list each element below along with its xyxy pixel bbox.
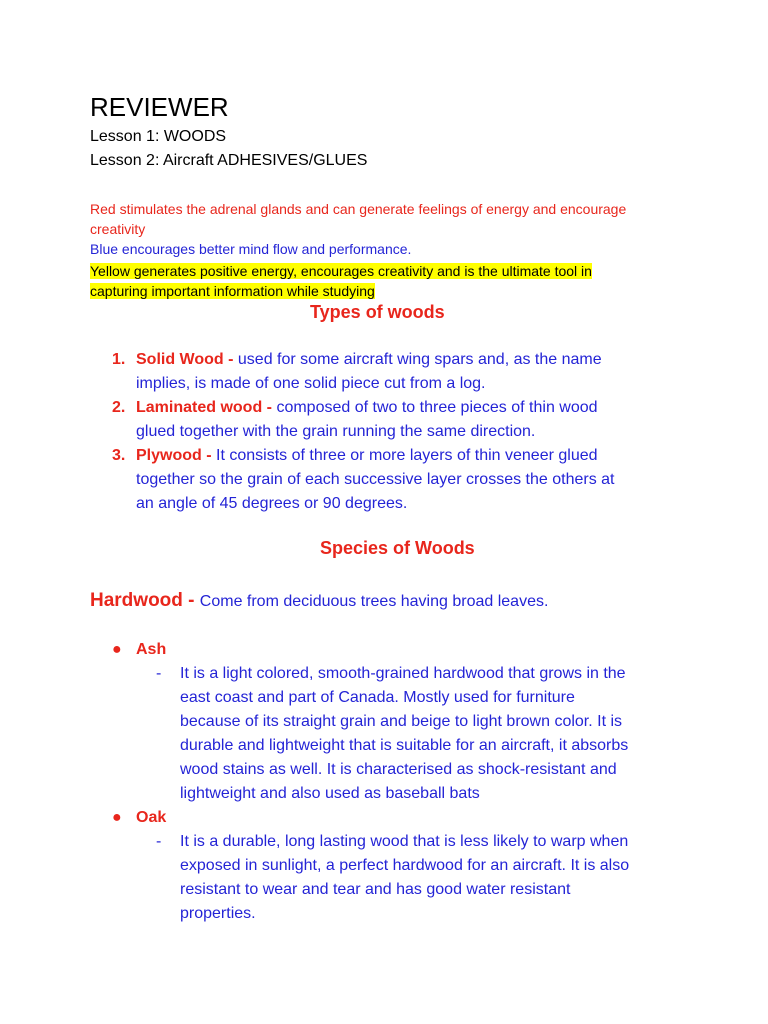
wood-type-description: used for some aircraft wing spars and, as the name bbox=[237, 351, 602, 368]
types-of-woods-heading: Types of woods bbox=[310, 302, 445, 322]
list-number: 3. bbox=[112, 447, 126, 464]
species-name: Oak bbox=[136, 809, 167, 826]
hardwood-term: Hardwood - bbox=[90, 590, 200, 611]
description-line: wood stains as well. It is characterised as shock-resistant and bbox=[180, 761, 617, 778]
yellow-legend-line-1: Yellow generates positive energy, encourages creativity and is the ultimate tool in bbox=[90, 263, 592, 279]
lesson-1-label: Lesson 1: WOODS bbox=[90, 128, 227, 145]
dash-icon: - bbox=[156, 665, 162, 682]
list-item bbox=[112, 638, 682, 662]
red-legend-line-2: creativity bbox=[90, 221, 146, 237]
description-line: lightweight and also used as baseball bats bbox=[180, 785, 480, 802]
description-line: because of its straight grain and beige to light brown color. It is bbox=[180, 713, 623, 730]
dash-icon: - bbox=[156, 833, 162, 850]
wood-type-term: Laminated wood - bbox=[136, 399, 277, 416]
yellow-legend-note bbox=[90, 261, 592, 301]
red-legend-note bbox=[90, 199, 626, 239]
list-item bbox=[112, 348, 672, 396]
list-item bbox=[112, 806, 682, 830]
description-line: resistant to wear and tear and has good water resistant bbox=[180, 881, 571, 898]
wood-type-description: It consists of three or more layers of thin veneer glued bbox=[216, 447, 598, 464]
species-of-woods-heading: Species of Woods bbox=[320, 538, 475, 558]
wood-type-description: glued together with the grain running the same direction. bbox=[136, 423, 536, 440]
bullet-icon: ● bbox=[112, 641, 122, 658]
hardwood-species-list bbox=[112, 638, 682, 926]
wood-type-description: an angle of 45 degrees or 90 degrees. bbox=[136, 495, 408, 512]
types-of-woods-list bbox=[112, 348, 672, 516]
hardwood-description: Come from deciduous trees having broad leaves. bbox=[199, 593, 549, 610]
list-item bbox=[112, 444, 672, 516]
list-number: 1. bbox=[112, 351, 126, 368]
species-name: Ash bbox=[136, 641, 167, 658]
wood-type-term: Solid Wood - bbox=[136, 351, 238, 368]
description-line: properties. bbox=[180, 905, 256, 922]
species-description bbox=[112, 830, 682, 926]
lesson-2-label: Lesson 2: Aircraft ADHESIVES/GLUES bbox=[90, 152, 368, 169]
list-number: 2. bbox=[112, 399, 126, 416]
description-line: durable and lightweight that is suitable for an aircraft, it absorbs bbox=[180, 737, 629, 754]
red-legend-line-1: Red stimulates the adrenal glands and can generate feelings of energy and encourage bbox=[90, 201, 627, 217]
hardwood-definition bbox=[90, 590, 548, 612]
description-line: exposed in sunlight, a perfect hardwood for an aircraft. It is also bbox=[180, 857, 630, 874]
description-line: It is a light colored, smooth-grained hardwood that grows in the bbox=[180, 665, 626, 682]
bullet-icon: ● bbox=[112, 809, 122, 826]
description-line: It is a durable, long lasting wood that is less likely to warp when bbox=[180, 833, 629, 850]
document-title: REVIEWER bbox=[90, 92, 229, 122]
wood-type-description: implies, is made of one solid piece cut from a log. bbox=[136, 375, 486, 392]
description-line: east coast and part of Canada. Mostly used for furniture bbox=[180, 689, 575, 706]
blue-legend-note: Blue encourages better mind flow and performance. bbox=[90, 241, 412, 257]
yellow-legend-line-2: capturing important information while studying bbox=[90, 283, 375, 299]
species-description bbox=[112, 662, 682, 806]
wood-type-description: together so the grain of each successive layer crosses the others at bbox=[136, 471, 615, 488]
list-item bbox=[112, 396, 672, 444]
wood-type-term: Plywood - bbox=[136, 447, 216, 464]
wood-type-description: composed of two to three pieces of thin wood bbox=[276, 399, 598, 416]
